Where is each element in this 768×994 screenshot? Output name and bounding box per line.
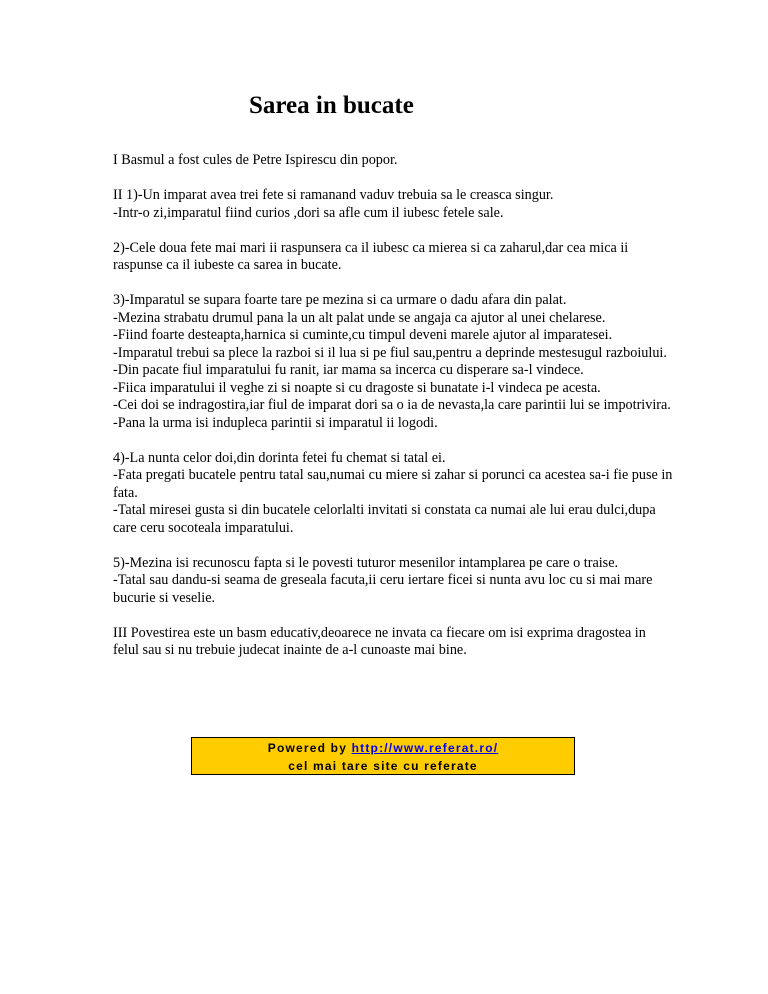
- paragraph-line: 4)-La nunta celor doi,din dorinta fetei fu chemat si tatal ei.: [113, 449, 446, 466]
- paragraph-line: -Intr-o zi,imparatul fiind curios ,dori sa afle cum il iubesc fetele sale.: [113, 204, 504, 221]
- paragraph-part-5: [113, 555, 673, 608]
- paragraph-line: -Imparatul trebui sa plece la razboi si il lua si pe fiul sau,pentru a deprinde mestesugul razboiului.: [113, 344, 667, 361]
- paragraph-part-3: [113, 292, 673, 432]
- paragraph-line: -Fiind foarte desteapta,harnica si cuminte,cu timpul deveni marele ajutor al imparatesei.: [113, 327, 613, 343]
- paragraph-line: -Fata pregati bucatele pentru tatal sau,numai cu miere si zahar si porunci ca acestea sa-i fie puse in fata.: [113, 467, 673, 501]
- powered-by-prefix: Powered by: [267, 741, 352, 755]
- paragraph-line: -Pana la urma isi indupleca parintii si imparatul ii logodi.: [113, 414, 438, 431]
- paragraph-line: 3)-Imparatul se supara foarte tare pe mezina si ca urmare o dadu afara din palat.: [113, 292, 567, 308]
- paragraph-part-4: [113, 450, 673, 538]
- paragraph-line: -Cei doi se indragostira,iar fiul de imparat dori sa o ia de nevasta,la care parintii lui se impotrivira.: [113, 397, 671, 413]
- document-body: [113, 152, 673, 677]
- paragraph-line: III Povestirea este un basm educativ,deoarece ne invata ca fiecare om isi exprima dragostea in felul sau si nu trebuie judecat inainte de a-l cunoaste mai bine.: [113, 624, 646, 658]
- paragraph-part-1: [113, 187, 673, 222]
- paragraph-line: -Fiica imparatului il veghe zi si noapte si cu dragoste si bunatate i-l vindeca pe acesta.: [113, 379, 601, 396]
- paragraph-line: -Din pacate fiul imparatului fu ranit, iar mama sa incerca cu disperare sa-l vindece.: [113, 362, 584, 378]
- paragraph-conclusion: [113, 625, 673, 660]
- paragraph-part-2: [113, 240, 673, 275]
- powered-by-line: [192, 739, 574, 757]
- banner-tagline: cel mai tare site cu referate: [288, 759, 478, 773]
- referat-link[interactable]: http://www.referat.ro/: [351, 741, 499, 755]
- powered-by-banner: [191, 737, 575, 775]
- paragraph-line: -Tatal sau dandu-si seama de greseala facuta,ii ceru iertare ficei si nunta avu loc cu si mai mare bucurie si veselie.: [113, 572, 653, 606]
- paragraph-line: 5)-Mezina isi recunoscu fapta si le povesti tuturor mesenilor intamplarea pe care o traise.: [113, 554, 619, 571]
- document-title: Sarea in bucate: [249, 92, 414, 119]
- paragraph-line: -Tatal miresei gusta si din bucatele celorlalti invitati si constata ca numai ale lui erau dulci,dupa care ceru socoteala imparatului.: [113, 502, 656, 536]
- paragraph-intro: [113, 152, 673, 170]
- paragraph-line: I Basmul a fost cules de Petre Ispirescu din popor.: [113, 152, 398, 168]
- paragraph-line: II 1)-Un imparat avea trei fete si ramanand vaduv trebuia sa le creasca singur.: [113, 187, 554, 203]
- paragraph-line: -Mezina strabatu drumul pana la un alt palat unde se angaja ca ajutor al unei chelarese.: [113, 309, 606, 326]
- paragraph-line: 2)-Cele doua fete mai mari ii raspunsera ca il iubesc ca mierea si ca zaharul,dar cea mica ii raspunse ca il iubeste ca sarea in bucate.: [113, 239, 629, 273]
